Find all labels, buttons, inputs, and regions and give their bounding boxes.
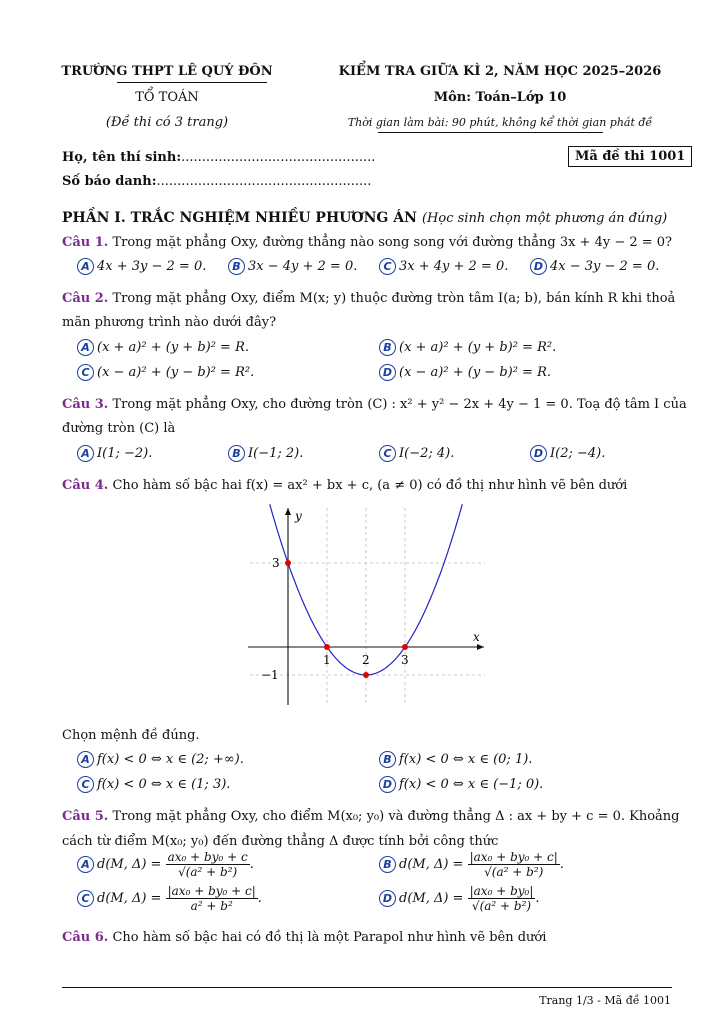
x-tick-2: 2 bbox=[362, 653, 370, 667]
q5-d-lhs: d(M, Δ) = bbox=[399, 891, 464, 906]
question-2 bbox=[62, 291, 675, 306]
q4-d-text: f(x) < 0 ⇔ x ∈ (−1; 0). bbox=[399, 777, 544, 792]
question-5 bbox=[62, 809, 680, 824]
q1-b-text: 3x − 4y + 2 = 0. bbox=[248, 259, 358, 274]
x-axis-label: x bbox=[473, 630, 480, 644]
pages-note: (Đề thi có 3 trang) bbox=[105, 115, 229, 130]
option-letter-c: C bbox=[77, 776, 94, 793]
q3-option-d[interactable] bbox=[530, 445, 605, 462]
q5-c-num: |ax₀ + by₀ + c| bbox=[167, 884, 256, 898]
school-name: TRƯỜNG THPT LÊ QUÝ ĐÔN bbox=[61, 64, 273, 79]
option-letter-b: B bbox=[379, 751, 396, 768]
q2-option-c[interactable] bbox=[77, 364, 254, 381]
q5-option-c[interactable]: C d(M, Δ) = $\frac{\text{|ax₀ + by₀ + c|}}{\text{a² + b²}}$ . bbox=[77, 884, 262, 913]
q5-a-den: √(a² + b²) bbox=[178, 865, 238, 879]
q4-prompt: Chọn mệnh đề đúng. bbox=[62, 728, 200, 743]
q4-option-d[interactable] bbox=[379, 776, 543, 793]
q5-c-fraction bbox=[166, 884, 258, 913]
q4-option-c[interactable] bbox=[77, 776, 230, 793]
option-letter-d: D bbox=[379, 776, 396, 793]
q5-b-den: √(a² + b²) bbox=[484, 865, 544, 879]
option-letter-d: D bbox=[379, 890, 396, 907]
exam-title: KIỂM TRA GIỮA KÌ 2, NĂM HỌC 2025–2026 bbox=[338, 64, 662, 79]
parabola-curve bbox=[270, 504, 463, 675]
q4-option-b[interactable] bbox=[379, 751, 532, 768]
student-name-dots: ............................................... bbox=[181, 150, 376, 165]
q4-c-text: f(x) < 0 ⇔ x ∈ (1; 3). bbox=[97, 777, 231, 792]
student-id-dots: .................................................... bbox=[156, 174, 372, 189]
q4-text: Cho hàm số bậc hai f(x) = ax² + bx + c, (a ≠ 0) có đồ thị như hình vẽ bên dưới bbox=[112, 478, 628, 493]
q6-text: Cho hàm số bậc hai có đồ thị là một Parapol như hình vẽ bên dưới bbox=[112, 930, 547, 945]
q5-c-den: a² + b² bbox=[190, 899, 233, 913]
q3-option-b[interactable] bbox=[228, 445, 303, 462]
y-tick-minus1: −1 bbox=[261, 668, 279, 682]
q5-a-num: ax₀ + by₀ + c bbox=[167, 850, 248, 864]
q2-option-a[interactable] bbox=[77, 339, 249, 356]
q2-text-2: mãn phương trình nào dưới đây? bbox=[62, 315, 277, 330]
q1-option-d[interactable] bbox=[530, 258, 659, 275]
q1-c-text: 3x + 4y + 2 = 0. bbox=[399, 259, 509, 274]
question-3 bbox=[62, 397, 687, 412]
q1-option-b[interactable] bbox=[228, 258, 357, 275]
q5-text-1: Trong mặt phẳng Oxy, cho điểm M(x₀; y₀) và đường thẳng Δ : ax + by + c = 0. Khoảng bbox=[112, 809, 680, 824]
x-axis-arrow bbox=[477, 644, 484, 650]
q5-option-a[interactable]: A d(M, Δ) = $\frac{\text{ax₀ + by₀ + c}}{\text{√(a² + b²)}}$ . bbox=[77, 850, 254, 879]
q2-a-text: (x + a)² + (y + b)² = R. bbox=[97, 340, 250, 355]
part1-subtitle: (Học sinh chọn một phương án đúng) bbox=[421, 211, 668, 226]
footer-rule bbox=[62, 987, 672, 988]
q4-number: Câu 4. bbox=[62, 478, 109, 493]
option-letter-b: B bbox=[379, 339, 396, 356]
q5-a-lhs: d(M, Δ) = bbox=[97, 857, 162, 872]
q5-b-fraction bbox=[468, 850, 560, 879]
option-letter-a: A bbox=[77, 445, 94, 462]
q5-d-num: |ax₀ + by₀| bbox=[469, 884, 534, 898]
subject-line: Môn: Toán–Lớp 10 bbox=[433, 90, 567, 105]
option-letter-d: D bbox=[530, 258, 547, 275]
q5-c-lhs: d(M, Δ) = bbox=[97, 891, 162, 906]
q2-option-d[interactable] bbox=[379, 364, 551, 381]
student-name-label: Họ, tên thí sinh: bbox=[62, 150, 182, 165]
q4-b-text: f(x) < 0 ⇔ x ∈ (0; 1). bbox=[399, 752, 533, 767]
q2-d-text: (x − a)² + (y − b)² = R. bbox=[399, 365, 552, 380]
q3-text-2: đường tròn (C) là bbox=[62, 421, 176, 436]
option-letter-b: B bbox=[228, 445, 245, 462]
q5-b-lhs: d(M, Δ) = bbox=[399, 857, 464, 872]
q3-number: Câu 3. bbox=[62, 397, 109, 412]
q6-number: Câu 6. bbox=[62, 930, 109, 945]
q1-number: Câu 1. bbox=[62, 235, 109, 250]
group-name: TỔ TOÁN bbox=[135, 90, 199, 105]
option-letter-a: A bbox=[77, 258, 94, 275]
y-axis-arrow bbox=[285, 508, 291, 515]
q3-text-1: Trong mặt phẳng Oxy, cho đường tròn (C) : x² + y² − 2x + 4y − 1 = 0. Toạ độ tâm I của bbox=[112, 397, 687, 412]
q2-option-b[interactable] bbox=[379, 339, 556, 356]
q2-number: Câu 2. bbox=[62, 291, 109, 306]
option-letter-a: A bbox=[77, 856, 94, 873]
header-rule bbox=[117, 82, 267, 83]
q1-option-c[interactable] bbox=[379, 258, 508, 275]
q1-option-a[interactable] bbox=[77, 258, 206, 275]
exam-code-box: Mã đề thi 1001 bbox=[568, 146, 692, 167]
q1-d-text: 4x − 3y − 2 = 0. bbox=[550, 259, 660, 274]
q5-option-d[interactable]: D d(M, Δ) = $\frac{\text{|ax₀ + by₀|}}{\text{√(a² + b²)}}$ . bbox=[379, 884, 540, 913]
q3-b-text: I(−1; 2). bbox=[248, 446, 304, 461]
q4-a-text: f(x) < 0 ⇔ x ∈ (2; +∞). bbox=[97, 752, 244, 767]
q5-option-b[interactable]: B d(M, Δ) = $\frac{\text{|ax₀ + by₀ + c|}}{\text{√(a² + b²)}}$ . bbox=[379, 850, 564, 879]
option-letter-a: A bbox=[77, 339, 94, 356]
question-4 bbox=[62, 478, 627, 493]
part1-title: PHẦN I. TRẮC NGHIỆM NHIỀU PHƯƠNG ÁN bbox=[62, 210, 417, 226]
page-footer: Trang 1/3 - Mã đề 1001 bbox=[539, 994, 671, 1007]
option-letter-b: B bbox=[228, 258, 245, 275]
option-letter-c: C bbox=[77, 364, 94, 381]
option-letter-c: C bbox=[379, 258, 396, 275]
option-letter-b: B bbox=[379, 856, 396, 873]
q5-a-fraction bbox=[166, 850, 250, 879]
q2-text-1: Trong mặt phẳng Oxy, điểm M(x; y) thuộc đường tròn tâm I(a; b), bán kính R khi thoả bbox=[112, 291, 676, 306]
graph-point-0 bbox=[285, 560, 291, 566]
y-axis-label: y bbox=[295, 509, 302, 523]
q4-option-a[interactable] bbox=[77, 751, 244, 768]
student-id-label: Số báo danh: bbox=[62, 174, 157, 189]
graph-point-1 bbox=[324, 644, 330, 650]
option-letter-d: D bbox=[530, 445, 547, 462]
parabola-graph bbox=[240, 500, 500, 715]
q3-option-a[interactable] bbox=[77, 445, 152, 462]
q5-number: Câu 5. bbox=[62, 809, 109, 824]
header-rule-right bbox=[378, 132, 603, 133]
option-letter-d: D bbox=[379, 364, 396, 381]
q1-text: Trong mặt phẳng Oxy, đường thẳng nào song song với đường thẳng 3x + 4y − 2 = 0? bbox=[112, 235, 673, 250]
time-note: Thời gian làm bài: 90 phút, không kể thời gian phát đề bbox=[347, 116, 653, 129]
student-name-line bbox=[62, 150, 375, 165]
question-6 bbox=[62, 930, 546, 945]
q5-text-2: cách từ điểm M(x₀; y₀) đến đường thẳng Δ được tính bởi công thức bbox=[62, 834, 499, 849]
option-letter-c: C bbox=[379, 445, 396, 462]
q5-d-fraction bbox=[468, 884, 536, 913]
graph-point-2 bbox=[402, 644, 408, 650]
student-id-line bbox=[62, 174, 371, 189]
graph-point-3 bbox=[363, 672, 369, 678]
q3-d-text: I(2; −4). bbox=[550, 446, 606, 461]
q2-b-text: (x + a)² + (y + b)² = R². bbox=[399, 340, 557, 355]
option-letter-c: C bbox=[77, 890, 94, 907]
q3-c-text: I(−2; 4). bbox=[399, 446, 455, 461]
y-tick-3: 3 bbox=[272, 556, 280, 570]
question-1 bbox=[62, 235, 672, 250]
option-letter-a: A bbox=[77, 751, 94, 768]
q5-b-num: |ax₀ + by₀ + c| bbox=[469, 850, 558, 864]
q5-d-den: √(a² + b²) bbox=[471, 899, 532, 913]
q3-a-text: I(1; −2). bbox=[97, 446, 153, 461]
x-tick-1: 1 bbox=[323, 653, 331, 667]
x-tick-3: 3 bbox=[401, 653, 409, 667]
part1-heading bbox=[62, 207, 667, 226]
q1-a-text: 4x + 3y − 2 = 0. bbox=[97, 259, 207, 274]
q3-option-c[interactable] bbox=[379, 445, 454, 462]
q2-c-text: (x − a)² + (y − b)² = R². bbox=[97, 365, 255, 380]
